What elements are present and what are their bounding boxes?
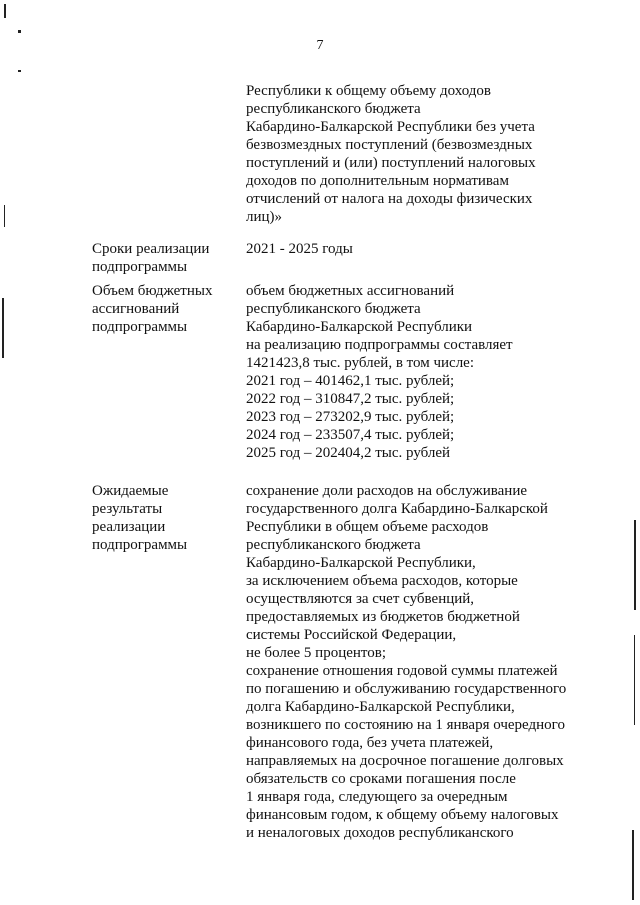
- value-line: Республики к общему объему доходов: [246, 83, 492, 99]
- value-line: лиц)»: [246, 209, 283, 225]
- row-value: [246, 282, 586, 462]
- value-line: возникшего по состоянию на 1 января очередного: [246, 717, 565, 733]
- row-value: [246, 482, 586, 842]
- value-line: обязательств со сроками погашения после: [246, 771, 516, 787]
- value-line: долга Кабардино-Балкарской Республики,: [246, 699, 515, 715]
- row-label: [92, 240, 232, 276]
- value-line: 1 января года, следующего за очередным: [246, 789, 508, 805]
- value-line: республиканского бюджета: [246, 101, 421, 117]
- value-line: объем бюджетных ассигнований: [246, 283, 455, 299]
- row-value: [246, 82, 586, 226]
- value-line: 2024 год – 233507,4 тыс. рублей;: [246, 427, 455, 443]
- value-line: безвозмездных поступлений (безвозмездных: [246, 137, 533, 153]
- row-label: [92, 282, 232, 336]
- label-line: Ожидаемые: [92, 483, 169, 499]
- value-line: за исключением объема расходов, которые: [246, 573, 518, 589]
- value-line: не более 5 процентов;: [246, 645, 387, 661]
- value-line: республиканского бюджета: [246, 301, 421, 317]
- scan-mark: [4, 4, 6, 18]
- label-line: ассигнований: [92, 301, 180, 317]
- page-number: 7: [316, 38, 324, 53]
- value-line: республиканского бюджета: [246, 537, 421, 553]
- value-line: 1421423,8 тыс. рублей, в том числе:: [246, 355, 475, 371]
- value-line: на реализацию подпрограммы составляет: [246, 337, 513, 353]
- label-line: подпрограммы: [92, 537, 188, 553]
- value-line: Кабардино-Балкарской Республики: [246, 319, 473, 335]
- row-value: [246, 240, 586, 258]
- value-line: системы Российской Федерации,: [246, 627, 457, 643]
- value-line: осуществляются за счет субвенций,: [246, 591, 475, 607]
- label-line: результаты: [92, 501, 163, 517]
- value-line: государственного долга Кабардино-Балкарской: [246, 501, 548, 517]
- value-line: финансовым годом, к общему объему налоговых: [246, 807, 559, 823]
- value-line: 2025 год – 202404,2 тыс. рублей: [246, 445, 451, 461]
- label-line: Объем бюджетных: [92, 283, 213, 299]
- value-line: поступлений и (или) поступлений налоговых: [246, 155, 536, 171]
- value-line: 2021 год – 401462,1 тыс. рублей;: [246, 373, 455, 389]
- value-line: сохранение доли расходов на обслуживание: [246, 483, 528, 499]
- label-line: реализации: [92, 519, 166, 535]
- value-line: и неналоговых доходов республиканского: [246, 825, 514, 841]
- value-line: направляемых на досрочное погашение долговых: [246, 753, 564, 769]
- table-row-expected-results: [0, 482, 640, 842]
- value-line: отчислений от налога на доходы физических: [246, 191, 533, 207]
- label-line: подпрограммы: [92, 259, 188, 275]
- passport-table: [0, 82, 640, 842]
- value-line: Кабардино-Балкарской Республики без учета: [246, 119, 535, 135]
- value-line: доходов по дополнительным нормативам: [246, 173, 509, 189]
- value-line: 2021 - 2025 годы: [246, 241, 353, 257]
- value-line: Республики в общем объеме расходов: [246, 519, 489, 535]
- value-line: финансового года, без учета платежей,: [246, 735, 494, 751]
- table-row-budget: [0, 282, 640, 462]
- label-line: Сроки реализации: [92, 241, 210, 257]
- value-line: Кабардино-Балкарской Республики,: [246, 555, 476, 571]
- label-line: подпрограммы: [92, 319, 188, 335]
- table-row-timeline: [0, 240, 640, 275]
- scan-mark: [18, 30, 21, 33]
- value-line: по погашению и обслуживанию государственного: [246, 681, 567, 697]
- value-line: 2022 год – 310847,2 тыс. рублей;: [246, 391, 455, 407]
- scan-mark: [18, 70, 21, 72]
- value-line: предоставляемых из бюджетов бюджетной: [246, 609, 520, 625]
- row-label: [92, 482, 232, 554]
- value-line: 2023 год – 273202,9 тыс. рублей;: [246, 409, 455, 425]
- value-line: сохранение отношения годовой суммы платежей: [246, 663, 558, 679]
- table-row-continuation: [0, 82, 640, 226]
